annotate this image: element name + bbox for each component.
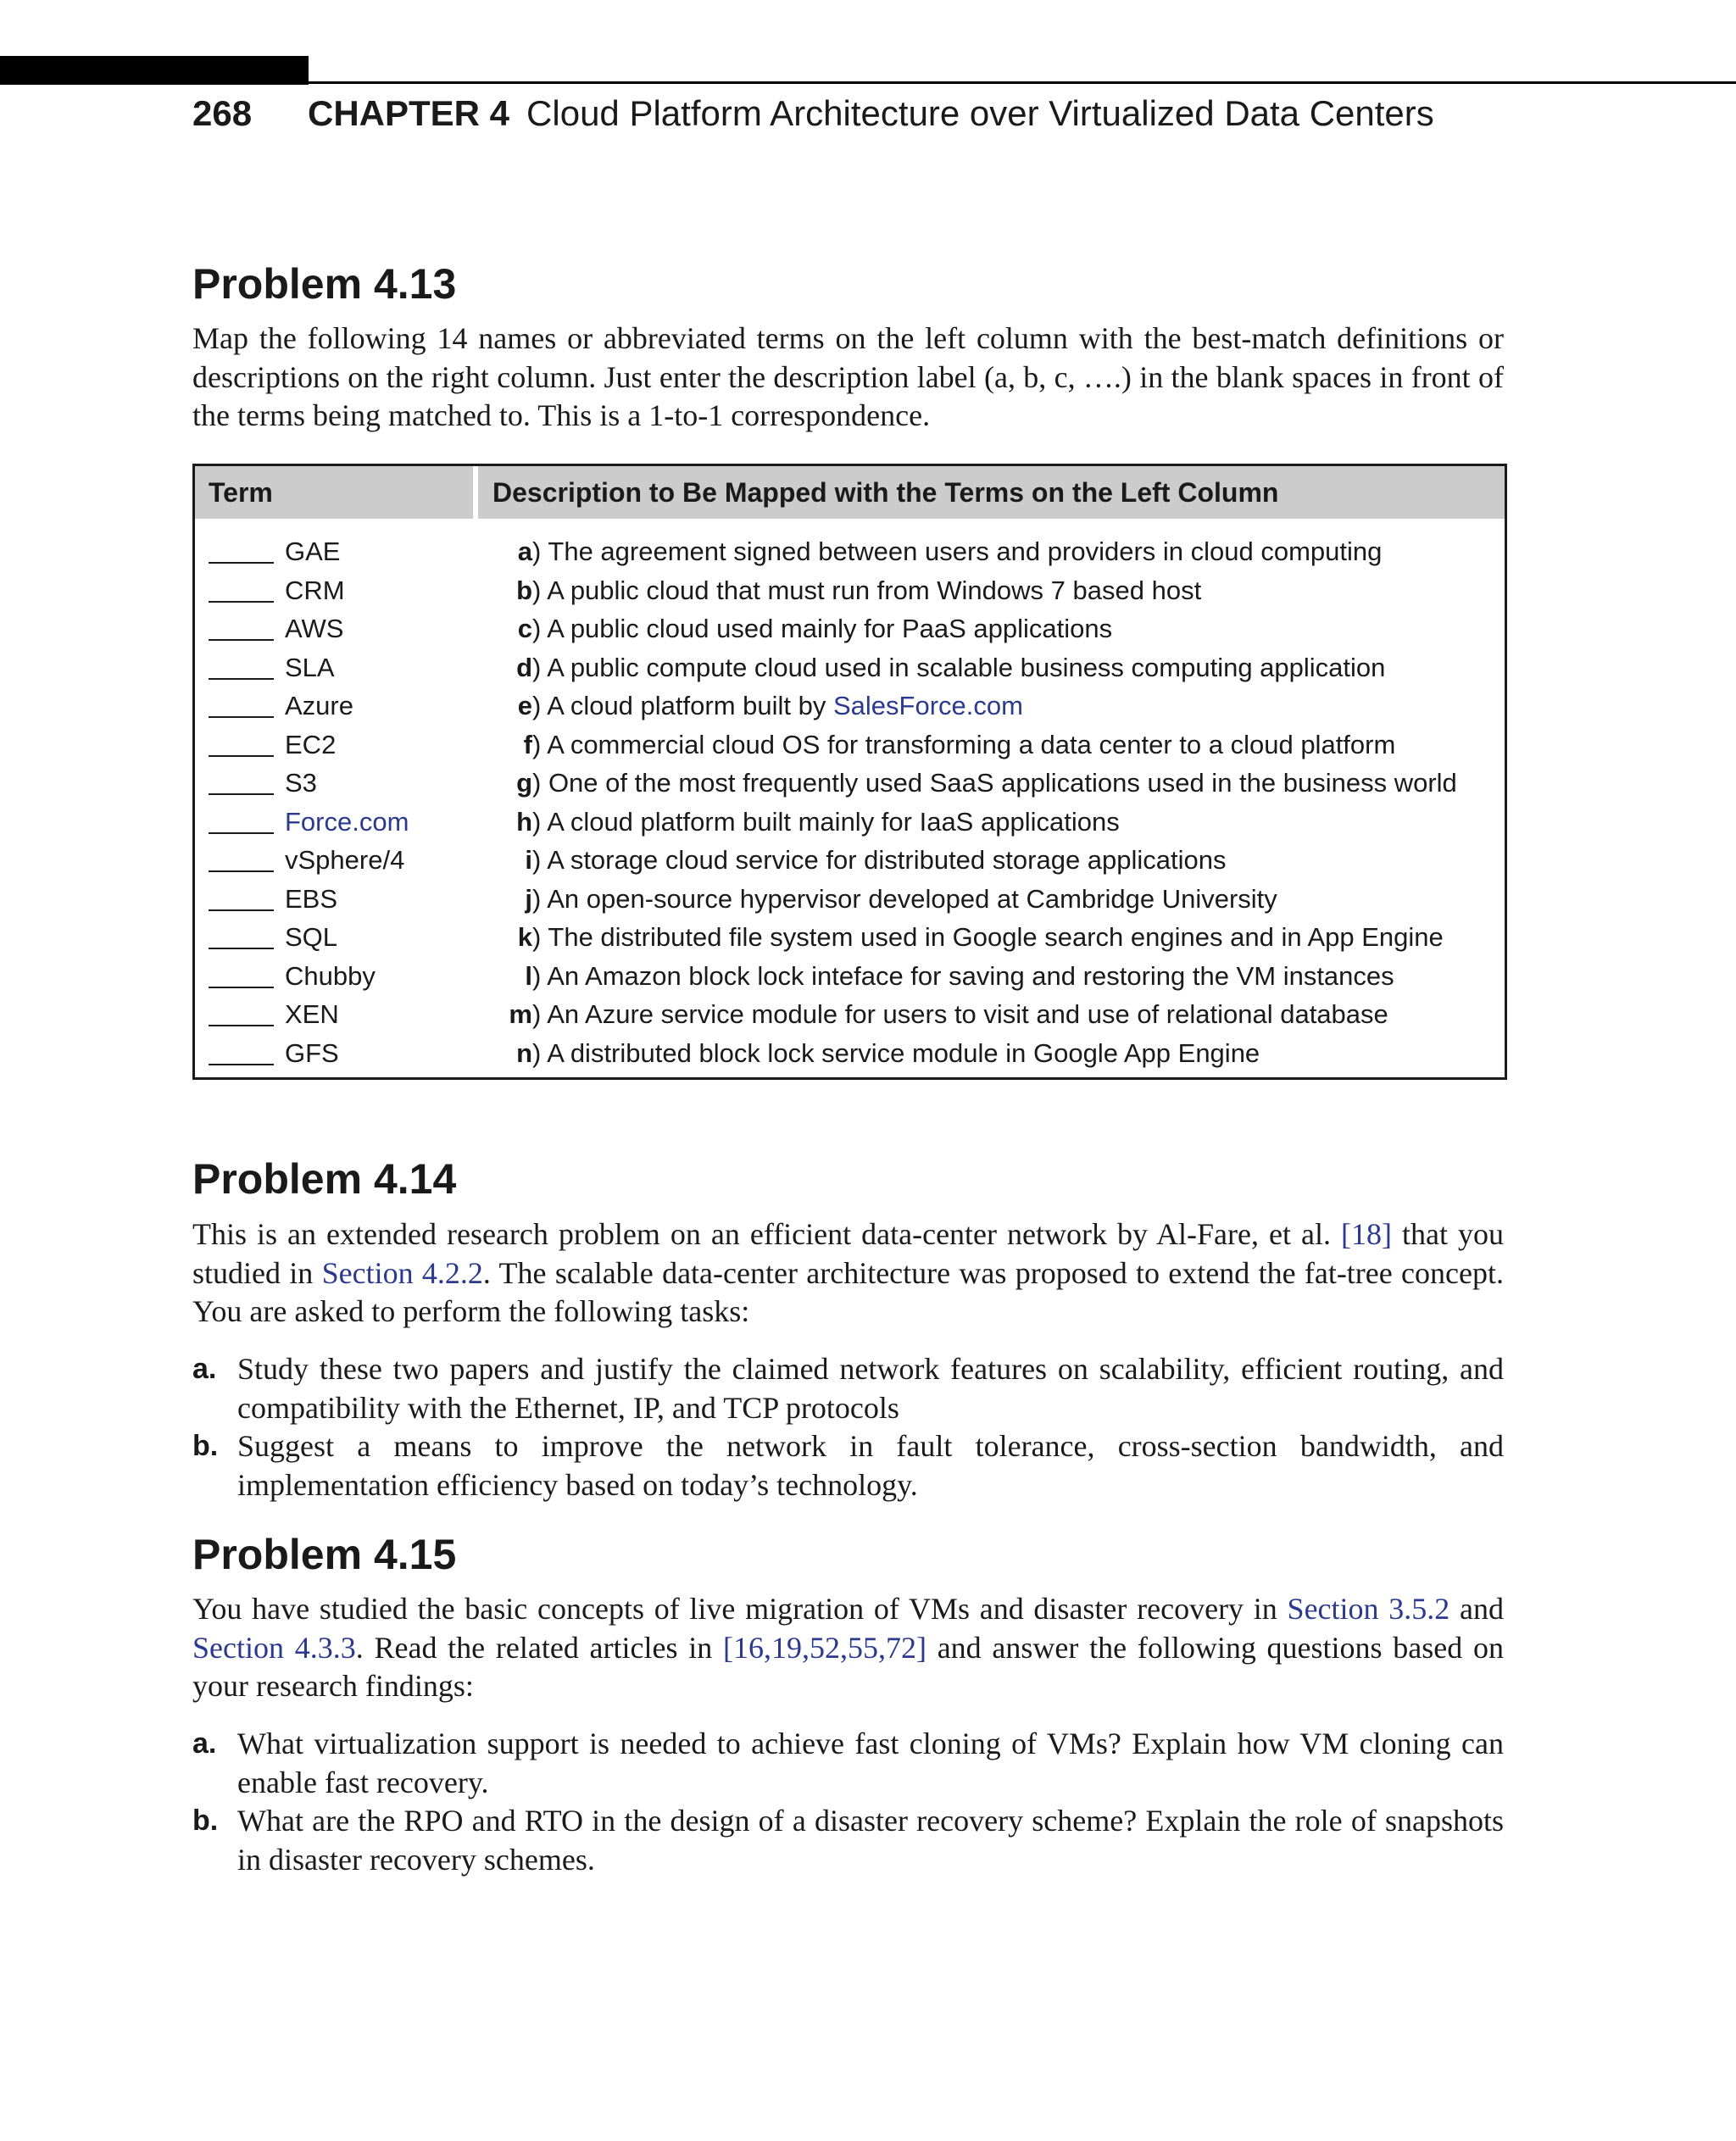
- description-body: An Amazon block lock inteface for saving and restoring the VM instances: [547, 960, 1394, 991]
- list-item-text: What are the RPO and RTO in the design of a disaster recovery scheme? Explain the role of snapshots in disaster recovery schemes.: [237, 1804, 1504, 1877]
- term-name: vSphere/4: [285, 845, 405, 875]
- answer-blank[interactable]: [209, 948, 274, 949]
- list-item: [192, 1802, 1504, 1879]
- table-row: [195, 609, 1505, 648]
- description-text: [532, 609, 1112, 648]
- answer-blank[interactable]: [209, 716, 274, 718]
- intro-text: that you studied in: [192, 1217, 1504, 1290]
- description-body: A public cloud that must run from Windows 7 based host: [547, 575, 1202, 605]
- list-item: [192, 1350, 1504, 1427]
- list-item-text: Suggest a means to improve the network in fault tolerance, cross-section bandwidth, and implementation efficiency based on today’s technology.: [237, 1429, 1504, 1502]
- description-letter: e: [517, 691, 532, 720]
- description-letter: a: [517, 537, 532, 566]
- description-label: [479, 803, 532, 842]
- list-item: [192, 1725, 1504, 1802]
- description-text: [532, 803, 1120, 842]
- problem-4-13-intro: Map the following 14 names or abbreviated terms on the left column with the best-match definitions or descriptions on the right column. Just enter the description label (a, b, c, ….) in the blank spaces in front of the terms being matched to. This is a 1-to-1 correspondence.: [192, 321, 1504, 432]
- answer-blank[interactable]: [209, 755, 274, 757]
- list-marker: b.: [192, 1805, 219, 1837]
- section-link-4-3-3[interactable]: Section 4.3.3: [192, 1630, 356, 1665]
- chapter-label: CHAPTER 4: [308, 93, 510, 133]
- description-body: A cloud platform built by: [547, 691, 833, 720]
- table-body: [195, 532, 1505, 1072]
- label-paren: ): [532, 806, 548, 837]
- label-paren: ): [532, 614, 548, 643]
- term-name: GAE: [285, 537, 341, 566]
- table-row: [195, 880, 1505, 919]
- description-letter: h: [516, 806, 532, 837]
- table-row: [195, 648, 1505, 687]
- term-name: EC2: [285, 729, 337, 759]
- table-row: [195, 841, 1505, 880]
- list-item: [192, 1427, 1504, 1504]
- answer-blank[interactable]: [209, 601, 274, 603]
- problem-4-14-tasks: [192, 1350, 1504, 1504]
- term-name: GFS: [285, 1037, 339, 1068]
- label-paren: ): [532, 652, 548, 682]
- table-row: [195, 532, 1505, 571]
- description-letter: n: [516, 1037, 532, 1068]
- description-letter: l: [525, 960, 532, 991]
- table-row: [195, 687, 1505, 726]
- description-body: One of the most frequently used SaaS applications used in the business world: [548, 768, 1457, 798]
- description-letter: f: [523, 729, 532, 759]
- answer-blank[interactable]: [209, 639, 274, 641]
- label-paren: ): [532, 691, 548, 720]
- problem-4-13-title: Problem 4.13: [192, 260, 457, 308]
- table-row: [195, 995, 1505, 1034]
- term-name: S3: [285, 768, 317, 798]
- description-letter: k: [517, 922, 532, 952]
- term-name: XEN: [285, 999, 339, 1029]
- description-label: [479, 841, 532, 880]
- description-letter: d: [516, 652, 532, 682]
- header-divider: [473, 466, 478, 519]
- label-paren: ): [532, 845, 548, 875]
- term-name: EBS: [285, 883, 338, 914]
- intro-text: . The scalable data-center architecture was proposed to extend the fat-tree concept. You are asked to perform the following tasks:: [192, 1255, 1504, 1328]
- description-body: A public compute cloud used in scalable business computing application: [547, 652, 1386, 682]
- description-letter: g: [516, 768, 532, 798]
- label-paren: ): [532, 883, 548, 914]
- description-label: [479, 532, 532, 571]
- intro-text: and answer the following questions based on your research findings:: [192, 1630, 1505, 1703]
- table-row: [195, 1034, 1505, 1073]
- answer-blank[interactable]: [209, 909, 274, 911]
- list-item-text: Study these two papers and justify the claimed network features on scalability, efficient routing, and compatibility with the Ethernet, IP, and TCP protocols: [237, 1352, 1504, 1425]
- term-mapping-table: [192, 464, 1507, 1080]
- description-letter: j: [525, 883, 532, 914]
- problem-4-15-intro: [192, 1590, 1504, 1706]
- answer-blank[interactable]: [209, 832, 274, 834]
- description-letter: m: [509, 999, 532, 1029]
- description-text: [532, 726, 1395, 765]
- section-link-4-2-2[interactable]: Section 4.2.2: [321, 1255, 483, 1290]
- description-text: [532, 687, 1023, 726]
- description-label: [479, 1034, 532, 1073]
- answer-blank[interactable]: [209, 1064, 274, 1065]
- label-paren: ): [532, 575, 548, 605]
- description-label: [479, 880, 532, 919]
- problem-4-15-questions: [192, 1725, 1504, 1879]
- description-text: [532, 1034, 1260, 1073]
- page-number: 268: [192, 93, 253, 133]
- description-body: A storage cloud service for distributed storage applications: [547, 845, 1227, 875]
- term-name: SLA: [285, 652, 335, 682]
- list-marker: a.: [192, 1727, 217, 1760]
- list-marker: b.: [192, 1430, 219, 1462]
- description-label: [479, 648, 532, 687]
- answer-blank[interactable]: [209, 678, 274, 680]
- table-row: [195, 571, 1505, 610]
- description-letter: c: [517, 614, 532, 643]
- description-body: The agreement signed between users and providers in cloud computing: [548, 537, 1383, 566]
- description-letter: b: [516, 575, 532, 605]
- description-text: [532, 841, 1227, 880]
- description-text: [532, 918, 1444, 957]
- salesforce-link[interactable]: SalesForce.com: [832, 691, 1023, 720]
- description-text: [532, 532, 1382, 571]
- label-paren: ): [532, 537, 548, 566]
- problem-4-14-intro: [192, 1215, 1504, 1332]
- description-label: [479, 764, 532, 803]
- answer-blank[interactable]: [209, 870, 274, 872]
- term-link[interactable]: Force.com: [285, 806, 409, 837]
- section-link-3-5-2[interactable]: Section 3.5.2: [1287, 1592, 1450, 1626]
- label-paren: ): [532, 768, 548, 798]
- description-text: [532, 764, 1457, 803]
- running-head: [192, 93, 1434, 144]
- answer-blank[interactable]: [209, 1025, 274, 1026]
- chapter-title: Cloud Platform Architecture over Virtualized Data Centers: [526, 93, 1434, 133]
- intro-text: . Read the related articles in: [355, 1630, 723, 1665]
- description-label: [479, 995, 532, 1034]
- description-label: [479, 687, 532, 726]
- table-row: [195, 764, 1505, 803]
- table-header: [195, 466, 1505, 519]
- description-label: [479, 571, 532, 610]
- problem-4-15-title: Problem 4.15: [192, 1531, 457, 1578]
- description-body: A distributed block lock service module in Google App Engine: [547, 1037, 1260, 1068]
- description-label: [479, 726, 532, 765]
- intro-text: and: [1449, 1592, 1505, 1626]
- description-text: [532, 995, 1388, 1034]
- list-item-text: What virtualization support is needed to achieve fast cloning of VMs? Explain how VM cloning can enable fast recovery.: [237, 1727, 1504, 1799]
- list-marker: a.: [192, 1353, 217, 1385]
- term-name: Azure: [285, 691, 353, 720]
- description-body: A commercial cloud OS for transforming a data center to a cloud platform: [547, 729, 1396, 759]
- problem-4-14-title: Problem 4.14: [192, 1155, 457, 1203]
- description-body: The distributed file system used in Google search engines and in App Engine: [548, 922, 1444, 952]
- table-row: [195, 918, 1505, 957]
- intro-text: This is an extended research problem on an efficient data-center network by Al-Fare, et al.: [192, 1217, 1341, 1251]
- answer-blank[interactable]: [209, 793, 274, 795]
- description-body: An open-source hypervisor developed at Cambridge University: [547, 883, 1277, 914]
- description-label: [479, 918, 532, 957]
- description-label: [479, 609, 532, 648]
- description-text: [532, 571, 1201, 610]
- label-paren: ): [532, 960, 548, 991]
- label-paren: ): [532, 729, 548, 759]
- label-paren: ): [532, 1037, 548, 1068]
- description-body: A cloud platform built mainly for IaaS applications: [547, 806, 1120, 837]
- reference-link-18[interactable]: [18]: [1341, 1217, 1392, 1251]
- description-label: [479, 957, 532, 996]
- term-name: SQL: [285, 922, 338, 952]
- answer-blank[interactable]: [209, 562, 274, 564]
- answer-blank[interactable]: [209, 987, 274, 988]
- description-body: An Azure service module for users to visit and use of relational database: [547, 999, 1388, 1029]
- column-header-description: Description to Be Mapped with the Terms on the Left Column: [492, 477, 1279, 508]
- term-name: AWS: [285, 614, 344, 643]
- term-name: CRM: [285, 575, 345, 605]
- reference-links[interactable]: [16,19,52,55,72]: [722, 1630, 926, 1665]
- description-text: [532, 880, 1277, 919]
- description-text: [532, 648, 1385, 687]
- table-row: [195, 957, 1505, 996]
- description-text: [532, 957, 1394, 996]
- table-row: [195, 726, 1505, 765]
- table-row: [195, 803, 1505, 842]
- header-black-bar: [0, 56, 309, 85]
- description-body: A public cloud used mainly for PaaS applications: [547, 614, 1113, 643]
- label-paren: ): [532, 999, 548, 1029]
- label-paren: ): [532, 922, 548, 952]
- term-name: Chubby: [285, 960, 376, 991]
- header-rule: [309, 81, 1736, 84]
- intro-text: You have studied the basic concepts of live migration of VMs and disaster recovery in: [192, 1592, 1288, 1626]
- column-header-term: Term: [209, 477, 273, 508]
- description-letter: i: [525, 845, 532, 875]
